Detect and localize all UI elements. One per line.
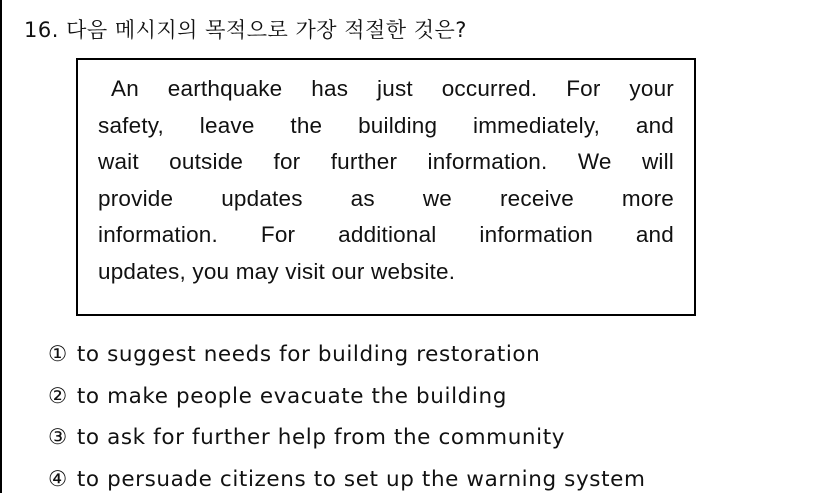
- option-3-text: to ask for further help from the community: [77, 425, 565, 450]
- option-1-marker: ①: [48, 337, 68, 372]
- left-margin-rule: [0, 0, 2, 493]
- option-2-marker: ②: [48, 379, 68, 414]
- passage-line-3: wait outside for further information. We will: [98, 144, 674, 181]
- option-1-text: to suggest needs for building restoration: [77, 342, 541, 367]
- question-title: 16. 다음 메시지의 목적으로 가장 적절한 것은?: [24, 14, 467, 44]
- option-3: [48, 420, 646, 462]
- option-2: [48, 379, 646, 421]
- passage-line-5: information. For additional information and: [98, 217, 674, 254]
- passage-line-2: safety, leave the building immediately, and: [98, 108, 674, 145]
- option-2-text: to make people evacuate the building: [77, 384, 507, 409]
- answer-options: [48, 337, 646, 503]
- option-1: [48, 337, 646, 379]
- option-4: [48, 462, 646, 503]
- option-4-marker: ④: [48, 462, 68, 497]
- passage-line-1: An earthquake has just occurred. For your: [98, 71, 674, 108]
- passage-line-4: provide updates as we receive more: [98, 181, 674, 218]
- passage-box: [76, 58, 696, 316]
- passage-line-6: updates, you may visit our website.: [98, 254, 674, 291]
- option-4-text: to persuade citizens to set up the warning system: [77, 467, 646, 492]
- option-3-marker: ③: [48, 420, 68, 455]
